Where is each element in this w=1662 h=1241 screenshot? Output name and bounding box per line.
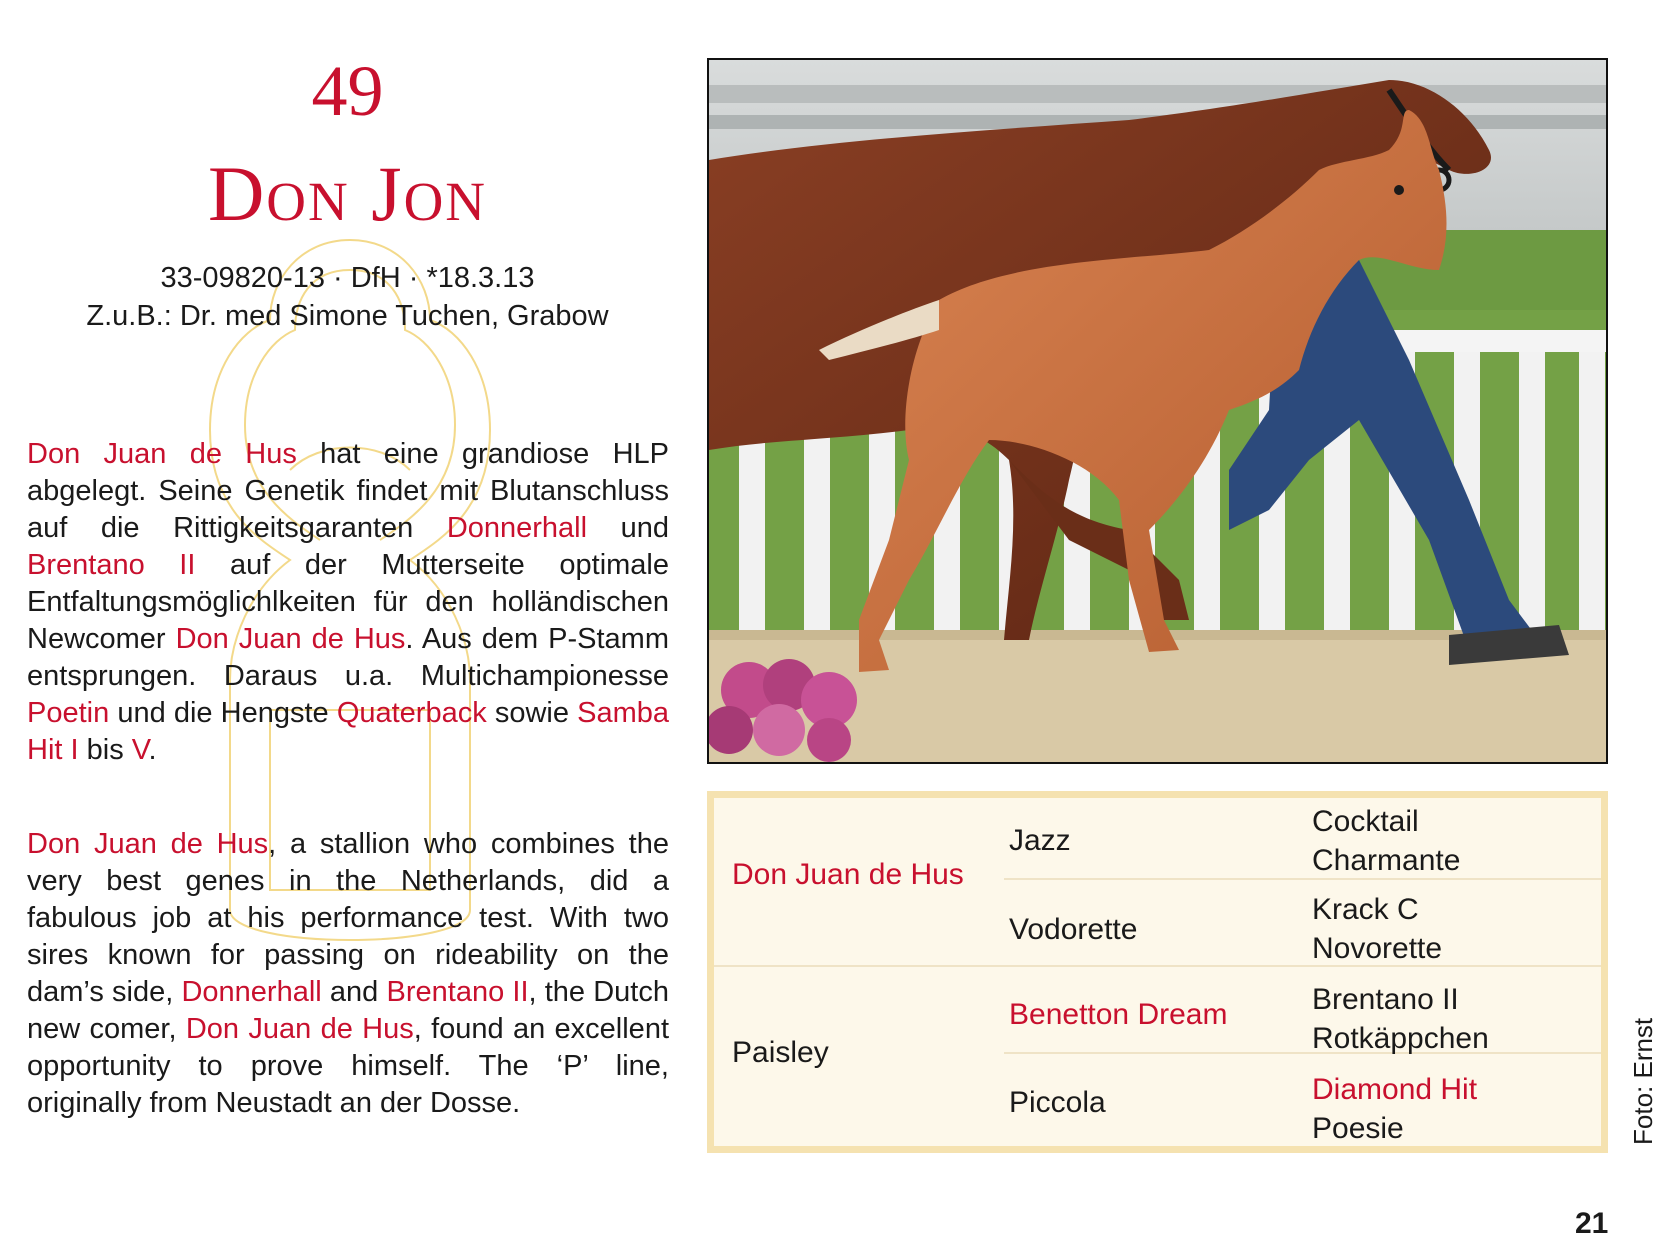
ancestor-name: Donnerhall xyxy=(181,976,322,1008)
pedigree-sire-sire: Jazz xyxy=(1009,824,1071,857)
horse-name: Don Jon xyxy=(207,150,488,237)
sire-link: Don Juan de Hus xyxy=(27,828,269,860)
lot-number: 49 xyxy=(311,51,384,131)
pedigree-table xyxy=(707,791,1608,1153)
ancestor-name: Brentano II xyxy=(27,549,196,581)
pedigree-dam: Paisley xyxy=(732,1036,829,1069)
photo-credit: Foto: Ernst xyxy=(1628,1017,1658,1145)
pedigree-ggp-pair: Brentano II Rotkäppchen xyxy=(1312,983,1489,1055)
pedigree-ggp-pair: Cocktail Charmante xyxy=(1312,805,1461,877)
relative-name: Samba Hit I xyxy=(27,697,670,766)
registration-line: 33-09820-13 · DfH · *18.3.13 xyxy=(160,262,535,294)
description-english: Don Juan de Hus, a stallion who combines the very best genes in the Netherlands, did a fabulous job at his performance test. With two sires known for passing on rideability on the dam’s side, Donnerhall and Brentano II, the Dutch new comer, Don Juan de Hus, found an excellent opportunity to prove himself. The ‘P’ line, originally from Neustadt an der Dosse. xyxy=(27,828,669,1119)
ancestor-name: Brentano II xyxy=(386,976,529,1008)
page-number: 21 xyxy=(1575,1207,1609,1240)
pedigree-divider xyxy=(1004,1052,1601,1054)
pedigree-sire-dam: Vodorette xyxy=(1009,913,1138,946)
sire-link: Don Juan de Hus xyxy=(27,438,297,470)
relative-name: Quaterback xyxy=(336,697,487,729)
relative-name: Poetin xyxy=(27,697,110,729)
ancestor-name: Donnerhall xyxy=(446,512,588,544)
description-german: Don Juan de Hus hat eine grandiose HLP abgelegt. Seine Genetik findet mit Blutanschluss auf die Rittigkeitsgaranten Donnerhall und Brentano II auf der Mutterseite optimale Entfaltungsmöglichlkeiten für den holländischen Newcomer Don Juan de Hus. Aus dem P-Stamm entsprungen. Daraus u.a. Multichampionesse Poetin und die Hengste Quaterback sowie Samba Hit I bis V. xyxy=(27,438,670,766)
breeder-line: Z.u.B.: Dr. med Simone Tuchen, Grabow xyxy=(86,300,609,332)
pedigree-divider xyxy=(1004,878,1601,880)
sire-link: Don Juan de Hus xyxy=(185,1013,414,1045)
mare-and-foal-photo xyxy=(707,58,1608,764)
pedigree-dam-dam: Piccola xyxy=(1009,1086,1106,1119)
photo-illustration xyxy=(709,60,1606,762)
pedigree-dam-sire: Benetton Dream xyxy=(1009,998,1228,1031)
pedigree-ggp-pair: Krack C Novorette xyxy=(1312,893,1443,965)
sire-link: Don Juan de Hus xyxy=(175,623,406,655)
pedigree-divider xyxy=(714,965,1601,967)
pedigree-sire: Don Juan de Hus xyxy=(732,858,964,891)
pedigree-ggp-pair: Diamond Hit Poesie xyxy=(1312,1073,1478,1145)
relative-name: V xyxy=(131,734,149,766)
